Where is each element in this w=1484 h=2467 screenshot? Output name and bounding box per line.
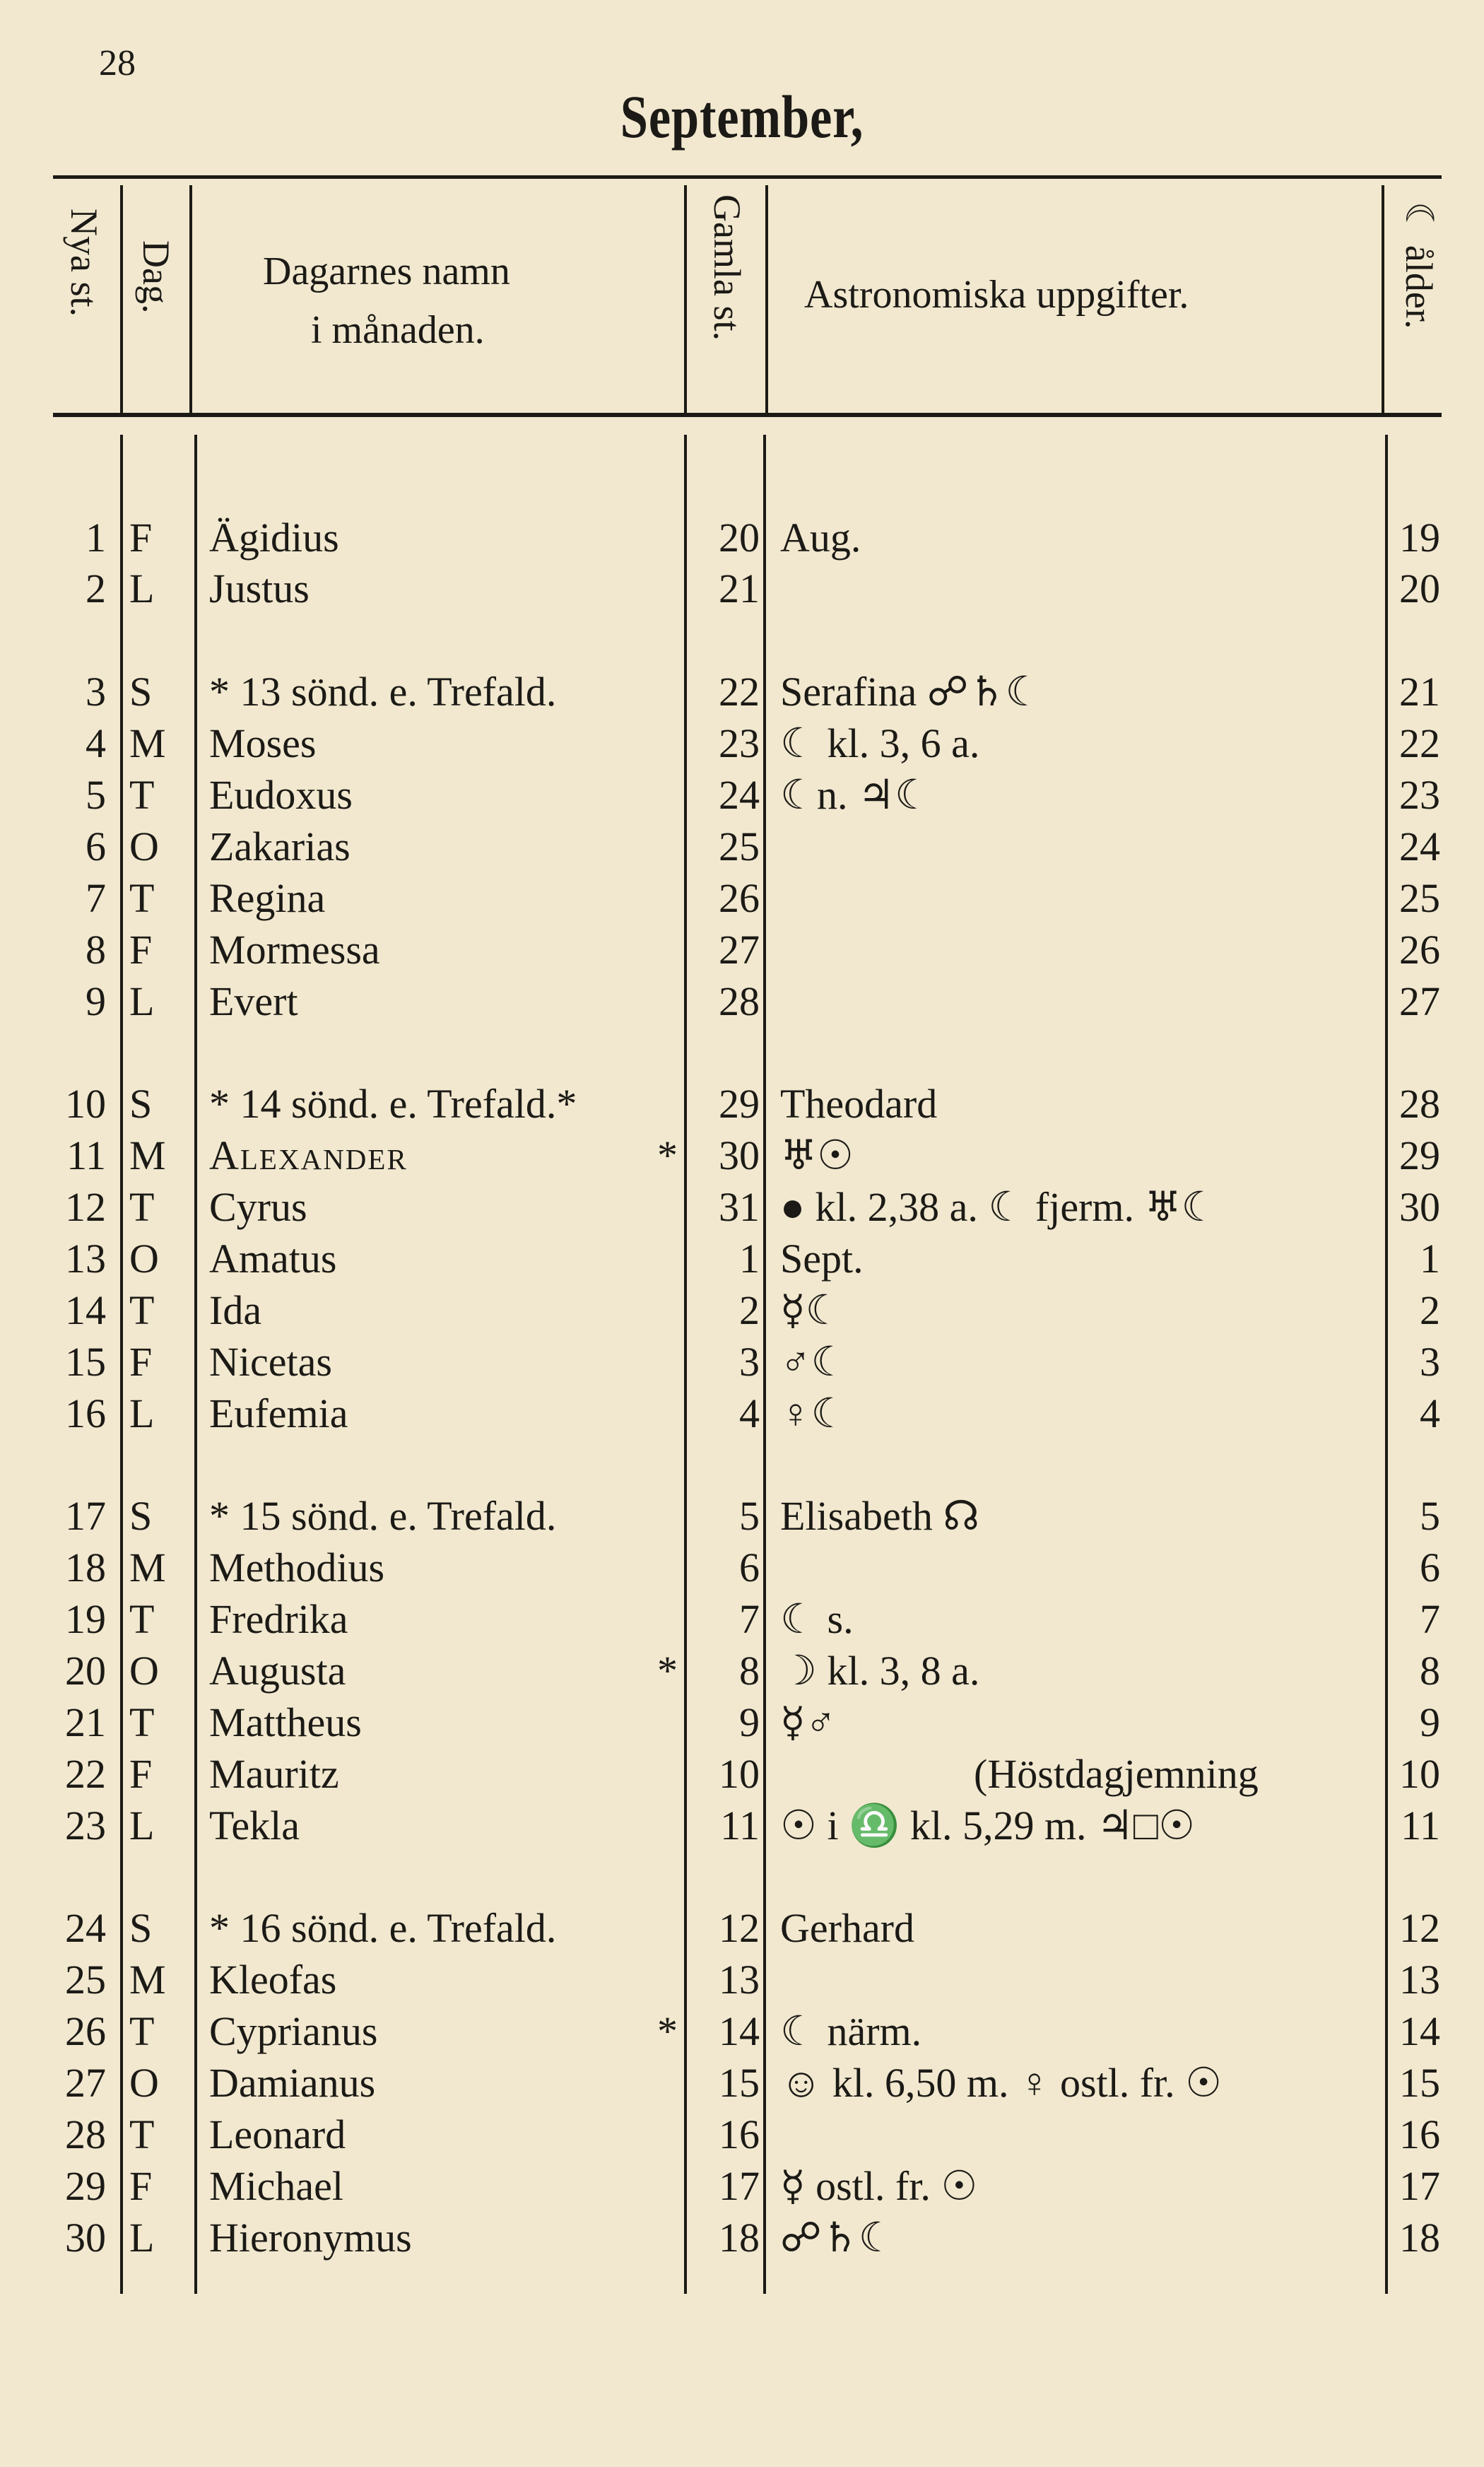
day-name: Damianus [209,2060,376,2106]
dag: S [129,669,153,715]
gamla-st: 12 [719,1905,760,1951]
moon-age: 9 [1420,1699,1440,1745]
gamla-st: 11 [720,1803,760,1848]
moon-age: 20 [1399,566,1440,611]
astronomical-note: Serafina ☍♄☾ [780,669,1042,715]
header-divider [189,185,192,413]
nya-st: 15 [65,1339,106,1385]
table-row [0,1955,1484,2005]
gamla-st: 27 [719,927,760,973]
dag: L [129,1390,155,1436]
nya-st: 17 [65,1493,106,1539]
astronomical-note: ☿☾ [780,1287,842,1333]
astronomical-note: ☍♄☾ [780,2215,895,2261]
gamla-st: 25 [719,824,760,869]
page-number: 28 [99,43,136,83]
day-name: Ägidius [209,515,339,561]
gamla-st: 9 [739,1699,760,1745]
gamla-st: 13 [719,1957,760,2003]
day-name: Hieronymus [209,2215,412,2261]
table-row [0,1182,1484,1233]
moon-age: 12 [1399,1905,1440,1951]
dag: M [129,720,166,766]
nya-st: 29 [65,2163,106,2209]
moon-age: 13 [1399,1957,1440,2003]
dag: O [129,824,159,869]
gamla-st: 2 [739,1287,760,1333]
table-row [0,770,1484,821]
day-name: Regina [209,875,326,921]
nya-st: 20 [65,1648,106,1694]
table-row [0,1646,1484,1697]
moon-age: 7 [1420,1596,1440,1642]
astronomical-note: ☉ i ♎ kl. 5,29 m. ♃□☉ [780,1803,1196,1848]
day-name: * 13 sönd. e. Trefald. [209,669,557,715]
nya-st: 28 [65,2111,106,2157]
table-row [0,821,1484,872]
gamla-st: 14 [719,2008,760,2054]
dag: S [129,1081,153,1127]
moon-age: 24 [1399,824,1440,869]
dag: T [129,875,155,921]
gamla-st: 21 [719,566,760,611]
nya-st: 8 [86,927,106,973]
dag: O [129,1648,159,1694]
dag: F [129,1339,153,1385]
dag: L [129,1803,155,1848]
gamla-st: 10 [719,1751,760,1797]
header-names-line2: i månaden. [311,308,485,352]
gamla-st: 4 [739,1390,760,1436]
day-name: Tekla [209,1803,300,1848]
header-bottom-rule [53,413,1442,417]
dag: T [129,1184,155,1230]
day-name: Alexander [209,1132,408,1178]
day-name: Ida [209,1287,262,1333]
astronomical-note: ☾n. ♃☾ [780,772,931,818]
nya-st: 19 [65,1596,106,1642]
table-row [0,976,1484,1027]
day-name: * 15 sönd. e. Trefald. [209,1493,557,1539]
moon-age: 17 [1399,2163,1440,2209]
header-gamla-st: Gamla st. [706,194,748,341]
nya-st: 2 [86,566,106,611]
nya-st: 12 [65,1184,106,1230]
table-row [0,1542,1484,1593]
moon-age: 29 [1399,1132,1440,1178]
day-name: Methodius [209,1545,385,1590]
gamla-st: 26 [719,875,760,921]
gamla-st: 17 [719,2163,760,2209]
header-nya-st: Nya st. [63,209,105,317]
day-name: Eudoxus [209,772,353,818]
table-row [0,1491,1484,1542]
table-row [0,1388,1484,1439]
day-name: Eufemia [209,1390,348,1436]
astronomical-note: ♅☉ [780,1132,854,1178]
dag: L [129,2215,155,2261]
moon-age: 5 [1420,1493,1440,1539]
astronomical-note: ☿ ostl. fr. ☉ [780,2163,978,2209]
moon-age: 11 [1401,1803,1440,1848]
table-row [0,2006,1484,2057]
month-title: September, [620,83,864,151]
table-row [0,512,1484,563]
gamla-st: 28 [719,978,760,1024]
nya-st: 5 [86,772,106,818]
moon-age: 3 [1420,1339,1440,1385]
gamla-st: 6 [739,1545,760,1590]
gamla-st: 5 [739,1493,760,1539]
dag: T [129,772,155,818]
table-row [0,873,1484,924]
gamla-st: 20 [719,515,760,561]
day-name: Mormessa [209,927,380,973]
dag: M [129,1132,166,1178]
day-name: Justus [209,566,310,611]
moon-age: 8 [1420,1648,1440,1694]
nya-st: 4 [86,720,106,766]
dag: T [129,1596,155,1642]
moon-age: 21 [1399,669,1440,715]
day-name: * 14 sönd. e. Trefald.* [209,1081,577,1127]
nya-st: 21 [65,1699,106,1745]
astronomical-note: ☺ kl. 6,50 m. ♀ ostl. fr. ☉ [780,2060,1223,2106]
header-divider [684,185,687,413]
dag: M [129,1957,166,2003]
dag: F [129,1751,153,1797]
gamla-st: 16 [719,2111,760,2157]
day-name: Nicetas [209,1339,332,1385]
nya-st: 3 [86,669,106,715]
day-name: Mattheus [209,1699,362,1745]
header-astronomiska: Astronomiska uppgifter. [804,273,1189,317]
dag: T [129,2008,155,2054]
nya-st: 9 [86,978,106,1024]
moon-age: 14 [1399,2008,1440,2054]
dag: S [129,1493,153,1539]
nya-st: 1 [86,515,106,561]
table-row [0,2109,1484,2160]
dag: F [129,515,153,561]
header-divider [765,185,768,413]
nya-st: 24 [65,1905,106,1951]
name-star: * [657,1132,678,1178]
header-divider [1382,185,1384,413]
dag: S [129,1905,153,1951]
table-row [0,1234,1484,1284]
table-row [0,1800,1484,1851]
nya-st: 18 [65,1545,106,1590]
astronomical-note: (Höstdagjemning [974,1751,1259,1797]
dag: L [129,566,155,611]
astronomical-note: ☿♂ [780,1699,837,1745]
dag: O [129,1236,159,1282]
day-name: Evert [209,978,298,1024]
table-row [0,2058,1484,2109]
day-name: Fredrika [209,1596,348,1642]
table-row [0,1697,1484,1748]
moon-age: 10 [1399,1751,1440,1797]
moon-age: 23 [1399,772,1440,818]
astronomical-note: Aug. [780,515,861,561]
dag: L [129,978,155,1024]
moon-age: 2 [1420,1287,1440,1333]
table-row [0,2213,1484,2263]
astronomical-note: ♀☾ [780,1390,848,1436]
astronomical-note: Elisabeth ☊ [780,1493,979,1539]
table-row [0,1903,1484,1954]
nya-st: 13 [65,1236,106,1282]
table-row [0,563,1484,614]
gamla-st: 7 [739,1596,760,1642]
astronomical-note: ☽ kl. 3, 8 a. [780,1648,980,1694]
moon-age: 22 [1399,720,1440,766]
name-star: * [657,1648,678,1694]
moon-age: 18 [1399,2215,1440,2261]
nya-st: 7 [86,875,106,921]
nya-st: 27 [65,2060,106,2106]
day-name: Zakarias [209,824,351,869]
day-name: Cyrus [209,1184,307,1230]
day-name: Augusta [209,1648,346,1694]
header-top-rule [53,175,1442,179]
nya-st: 10 [65,1081,106,1127]
dag: F [129,2163,153,2209]
header-mane-alder: ☾ ålder. [1398,201,1440,329]
gamla-st: 29 [719,1081,760,1127]
moon-age: 28 [1399,1081,1440,1127]
moon-age: 27 [1399,978,1440,1024]
astronomical-note: Gerhard [780,1905,915,1951]
table-row [0,925,1484,975]
table-row [0,1130,1484,1181]
dag: F [129,927,153,973]
moon-age: 19 [1399,515,1440,561]
nya-st: 23 [65,1803,106,1848]
table-row [0,1594,1484,1645]
moon-age: 16 [1399,2111,1440,2157]
moon-age: 4 [1420,1390,1440,1436]
moon-age: 6 [1420,1545,1440,1590]
header-dag: Dag. [135,240,177,314]
table-row [0,667,1484,717]
table-row [0,2161,1484,2212]
moon-age: 25 [1399,875,1440,921]
astronomical-note: Theodard [780,1081,938,1127]
table-row [0,1079,1484,1130]
nya-st: 26 [65,2008,106,2054]
dag: T [129,1287,155,1333]
table-row [0,1749,1484,1800]
nya-st: 16 [65,1390,106,1436]
moon-age: 1 [1420,1236,1440,1282]
astronomical-note: ● kl. 2,38 a. ☾ fjerm. ♅☾ [780,1184,1218,1230]
nya-st: 25 [65,1957,106,2003]
dag: T [129,1699,155,1745]
nya-st: 11 [66,1132,106,1178]
gamla-st: 24 [719,772,760,818]
day-name: Kleofas [209,1957,337,2003]
moon-age: 26 [1399,927,1440,973]
dag: O [129,2060,159,2106]
header-names-line1: Dagarnes namn [263,250,510,293]
table-row [0,1285,1484,1336]
gamla-st: 15 [719,2060,760,2106]
gamla-st: 8 [739,1648,760,1694]
day-name: Amatus [209,1236,337,1282]
nya-st: 22 [65,1751,106,1797]
gamla-st: 3 [739,1339,760,1385]
day-name: Michael [209,2163,344,2209]
gamla-st: 1 [739,1236,760,1282]
astronomical-note: ♂☾ [780,1339,848,1385]
nya-st: 14 [65,1287,106,1333]
moon-age: 15 [1399,2060,1440,2106]
dag: T [129,2111,155,2157]
moon-age: 30 [1399,1184,1440,1230]
table-row [0,1337,1484,1388]
day-name: Leonard [209,2111,346,2157]
day-name: Moses [209,720,317,766]
astronomical-note: ☾ kl. 3, 6 a. [780,720,980,766]
gamla-st: 31 [719,1184,760,1230]
astronomical-note: ☾ s. [780,1596,854,1642]
astronomical-note: ☾ närm. [780,2008,922,2054]
name-star: * [657,2008,678,2054]
nya-st: 30 [65,2215,106,2261]
gamla-st: 18 [719,2215,760,2261]
day-name: Mauritz [209,1751,339,1797]
day-name: * 16 sönd. e. Trefald. [209,1905,557,1951]
gamla-st: 22 [719,669,760,715]
nya-st: 6 [86,824,106,869]
astronomical-note: Sept. [780,1236,864,1282]
header-divider [120,185,123,413]
table-row [0,718,1484,769]
dag: M [129,1545,166,1590]
gamla-st: 30 [719,1132,760,1178]
gamla-st: 23 [719,720,760,766]
day-name: Cyprianus [209,2008,378,2054]
